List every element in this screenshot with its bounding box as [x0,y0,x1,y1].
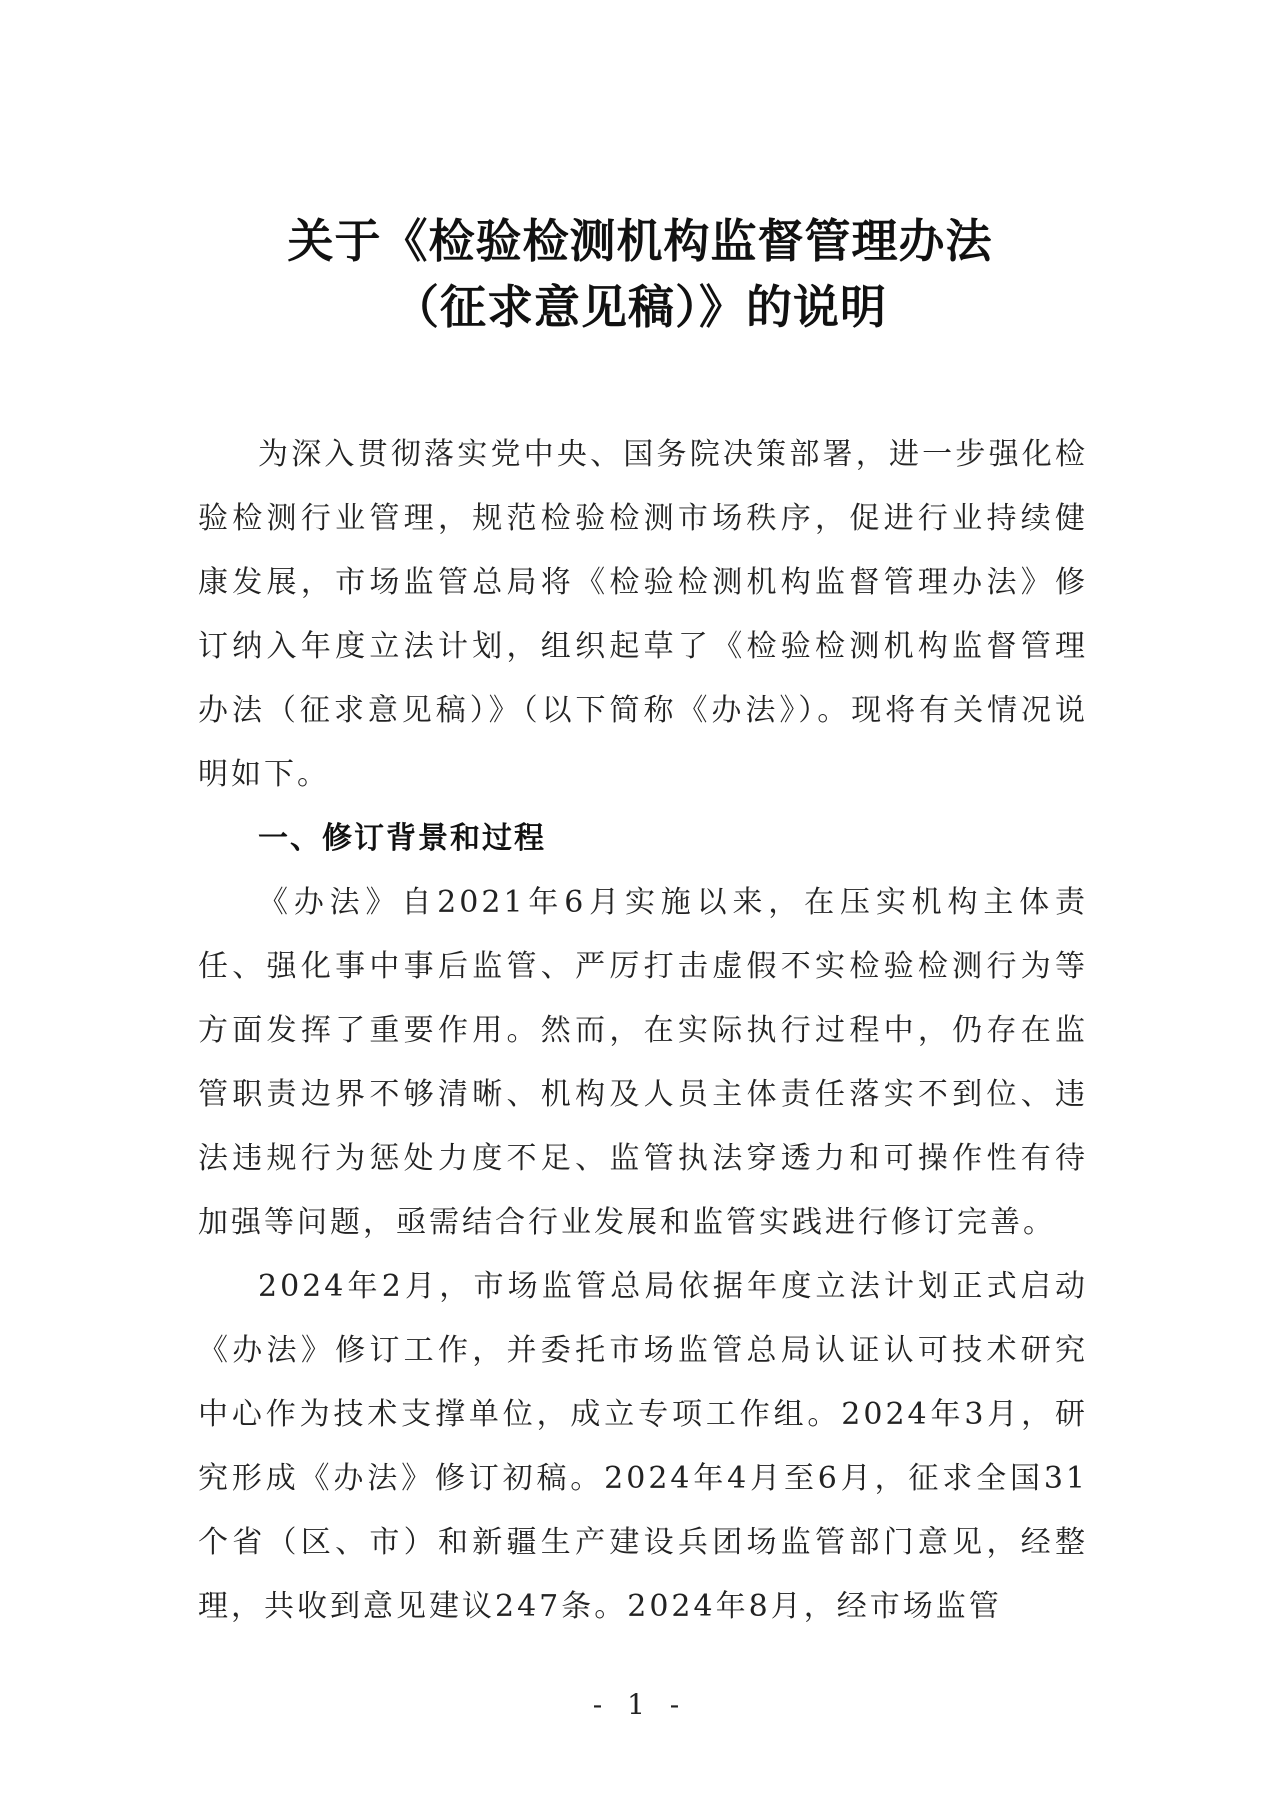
section-paragraph-1: 《办法》自2021年6月实施以来，在压实机构主体责任、强化事中事后监管、严厉打击虚假不实检验检测行为等方面发挥了重要作用。然而，在实际执行过程中，仍存在监管职责边界不够清晰、机构及人员主体责任落实不到位、违法违规行为惩处力度不足、监管执法穿透力和可操作性有待加强等问题，亟需结合行业发展和监管实践进行修订完善。 [198,885,1088,1240]
document-title [0,208,1280,340]
section-heading: 一、修订背景和过程 [258,821,546,856]
title-line-2: （征求意见稿）》的说明 [393,280,887,334]
section-paragraph-2: 2024年2月，市场监管总局依据年度立法计划正式启动《办法》修订工作，并委托市场监管总局认证认可技术研究中心作为技术支撑单位，成立专项工作组。2024年3月，研究形成《办法》修订初稿。2024年4月至6月，征求全国31个省（区、市）和新疆生产建设兵团场监管部门意见，经整理，共收到意见建议247条。2024年8月，经市场监管 [198,1269,1088,1624]
intro-paragraph: 为深入贯彻落实党中央、国务院决策部署，进一步强化检验检测行业管理，规范检验检测市场秩序，促进行业持续健康发展，市场监管总局将《检验检测机构监督管理办法》修订纳入年度立法计划，组织起草了《检验检测机构监督管理办法（征求意见稿）》（以下简称《办法》）。现将有关情况说明如下。 [198,437,1088,792]
title-line-1: 关于《检验检测机构监督管理办法 [287,214,993,268]
page-number: - 1 - [592,1688,688,1721]
document-body [198,423,1088,1639]
